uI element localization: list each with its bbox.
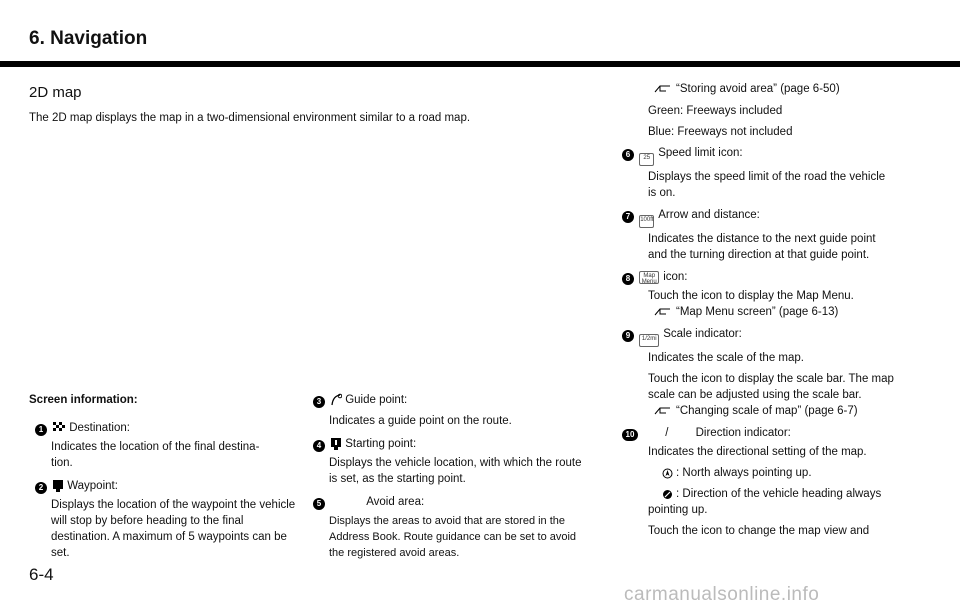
column-right xyxy=(622,81,894,539)
starting-point-flag-icon xyxy=(330,437,342,450)
heading-up-line: : Direction of the vehicle heading always pointing up. xyxy=(648,488,882,516)
number-badge-3: 3 xyxy=(313,396,325,408)
checkered-flag-icon xyxy=(52,421,66,434)
item-1-label: Destination: xyxy=(69,422,130,434)
item-6-desc: Displays the speed limit of the road the vehicle is on. xyxy=(648,171,886,199)
ref-avoid-area: “Storing avoid area” (page 6-50) xyxy=(654,81,894,97)
item-7-label: Arrow and distance: xyxy=(658,209,760,221)
item-4-title xyxy=(313,436,585,452)
item-8-title xyxy=(622,269,894,285)
speed-limit-icon: 25 xyxy=(639,153,654,166)
ref-map-menu: “Map Menu screen” (page 6-13) xyxy=(654,304,894,320)
item-10-label: Direction indicator: xyxy=(695,427,791,439)
item-2-label: Waypoint: xyxy=(67,480,118,492)
item-2-title xyxy=(35,478,301,494)
section-title: 2D map xyxy=(29,84,82,101)
turn-arrow-icon: 100ft xyxy=(639,215,654,228)
page-header-title: 6. Navigation xyxy=(29,28,148,49)
scale-indicator-icon: 1/2mi xyxy=(639,334,659,347)
item-5-title xyxy=(313,494,585,510)
green-legend: Green: Freeways included xyxy=(648,105,783,117)
guide-point-icon xyxy=(330,393,342,406)
item-6-title xyxy=(622,145,894,166)
reference-hand-icon xyxy=(654,306,672,317)
blue-legend: Blue: Freeways not included xyxy=(648,126,793,138)
number-badge-8: 8 xyxy=(622,273,634,285)
slash: / xyxy=(665,427,669,439)
number-badge-4: 4 xyxy=(313,440,325,452)
item-4-label: Starting point: xyxy=(345,438,417,450)
item-5-desc: Displays the areas to avoid that are stored in the Address Book. Route guidance can be set to avoid the registered avoid areas. xyxy=(329,515,577,559)
number-badge-2: 2 xyxy=(35,482,47,494)
item-1-title xyxy=(35,420,301,436)
screen-info-heading: Screen information: xyxy=(29,394,138,406)
header-rule xyxy=(0,61,960,67)
reference-hand-icon xyxy=(654,405,672,416)
reference-hand-icon xyxy=(654,83,672,94)
item-1-desc: Indicates the location of the final destina- tion. xyxy=(51,441,260,469)
number-badge-1: 1 xyxy=(35,424,47,436)
section-intro: The 2D map displays the map in a two-dimensional environment similar to a road map. xyxy=(29,112,471,124)
item-9-desc-2: Touch the icon to display the scale bar. The map scale can be adjusted using the scale bar. xyxy=(648,373,894,401)
item-10-title xyxy=(622,425,894,441)
number-badge-9: 9 xyxy=(622,330,634,342)
item-3-desc: Indicates a guide point on the route. xyxy=(329,415,512,427)
number-badge-5: 5 xyxy=(313,498,325,510)
waypoint-flag-icon xyxy=(52,479,64,492)
item-9-label: Scale indicator: xyxy=(663,328,742,340)
item-7-desc: Indicates the distance to the next guide point and the turning direction at that guide point. xyxy=(648,233,876,261)
watermark: carmanualsonline.info xyxy=(624,584,820,605)
item-3-title xyxy=(313,392,585,408)
item-8-desc: Touch the icon to display the Map Menu. xyxy=(648,290,854,302)
item-2-desc: Displays the location of the waypoint the vehicle will stop by before heading to the final destination. A maximum of 5 waypoints can be set. xyxy=(51,499,296,559)
item-4-desc: Displays the vehicle location, with which the route is set, as the starting point. xyxy=(329,457,582,485)
item-9-title xyxy=(622,326,894,347)
north-up-line: : North always pointing up. xyxy=(662,465,894,481)
item-9-desc-1: Indicates the scale of the map. xyxy=(648,352,804,364)
number-badge-6: 6 xyxy=(622,149,634,161)
number-badge-7: 7 xyxy=(622,211,634,223)
item-5-label: Avoid area: xyxy=(366,496,425,508)
page-number: 6-4 xyxy=(29,565,54,584)
number-badge-10: 10 xyxy=(622,429,638,441)
item-3-label: Guide point: xyxy=(345,394,408,406)
item-10-touch: Touch the icon to change the map view and xyxy=(648,525,870,537)
item-10-desc: Indicates the directional setting of the map. xyxy=(648,446,867,458)
heading-up-icon xyxy=(662,489,673,500)
item-8-label: icon: xyxy=(663,271,688,283)
ref-changing-scale: “Changing scale of map” (page 6-7) xyxy=(654,403,894,419)
item-6-label: Speed limit icon: xyxy=(658,147,743,159)
map-menu-icon: Map Menu xyxy=(639,271,659,284)
north-up-icon xyxy=(662,468,673,479)
item-7-title xyxy=(622,207,894,228)
column-left xyxy=(29,392,301,561)
column-middle xyxy=(313,392,585,561)
